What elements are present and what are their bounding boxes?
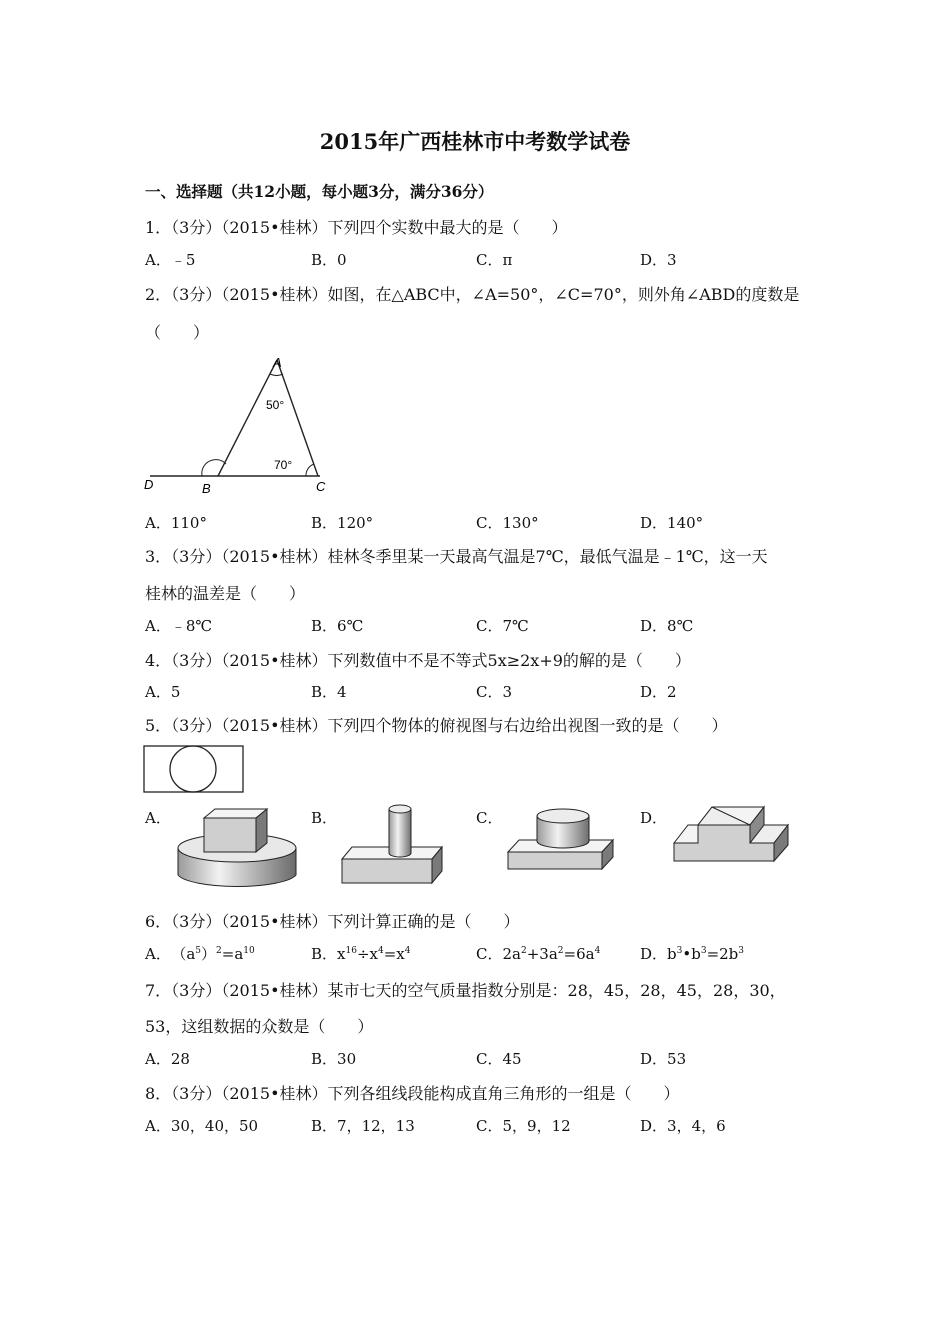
q2-option-d[interactable]: D．140° [640, 514, 704, 532]
q5-option-c[interactable]: C． [476, 809, 503, 827]
q4-option-b[interactable]: B．4 [311, 683, 347, 701]
q2-option-c[interactable]: C．130° [476, 514, 539, 532]
q3-option-b[interactable]: B．6℃ [311, 617, 364, 635]
solid-c-figure [505, 805, 617, 875]
q3-option-d[interactable]: D．8℃ [640, 617, 694, 635]
q6-a-expr: $(a^5)^2=a^{10}$ [178, 945, 255, 963]
q8-option-c[interactable]: C．5，9，12 [476, 1117, 571, 1135]
question-1-stem: 1．（3分）（2015•桂林）下列四个实数中最大的是（ ） [145, 218, 568, 237]
q5-option-a[interactable]: A． [145, 809, 171, 827]
q7-option-d[interactable]: D．53 [640, 1050, 687, 1068]
q7-option-a[interactable]: A．28 [145, 1050, 190, 1068]
q7-option-c[interactable]: C．45 [476, 1050, 522, 1068]
question-7-stem: 7．（3分）（2015•桂林）某市七天的空气质量指数分别是：28，45，28，45，28，30， [145, 981, 786, 1000]
q4-option-c[interactable]: C．3 [476, 683, 513, 701]
q7-option-b[interactable]: B．30 [311, 1050, 357, 1068]
angle-a-label: 50° [266, 398, 285, 412]
q2-option-a[interactable]: A．110° [145, 514, 207, 532]
question-4-stem: 4．（3分）（2015•桂林）下列数值中不是不等式5x≥2x+9的解的是（ ） [145, 651, 691, 670]
q1-option-d[interactable]: D．3 [640, 251, 677, 269]
q6-option-c[interactable] [476, 943, 600, 964]
angle-c-label: 70° [274, 458, 293, 472]
q3-option-c[interactable]: C．7℃ [476, 617, 529, 635]
q8-option-b[interactable]: B．7，12，13 [311, 1117, 415, 1135]
q6-option-d[interactable] [640, 943, 744, 964]
section-heading: 一、选择题（共12小题，每小题3分，满分36分） [145, 182, 494, 201]
top-view-figure [143, 745, 245, 795]
question-8-stem: 8．（3分）（2015•桂林）下列各组线段能构成直角三角形的一组是（ ） [145, 1084, 680, 1103]
q1-option-b[interactable]: B．0 [311, 251, 347, 269]
triangle-figure [140, 352, 340, 502]
label-d: D [144, 477, 154, 492]
side-ab [218, 360, 277, 476]
question-6-stem: 6．（3分）（2015•桂林）下列计算正确的是（ ） [145, 912, 520, 931]
question-3-stem-cont: 桂林的温差是（ ） [145, 584, 306, 603]
q6-option-a[interactable] [145, 943, 255, 964]
question-3-stem: 3．（3分）（2015•桂林）桂林冬季里某一天最高气温是7℃，最低气温是﹣1℃，这一天 [145, 547, 768, 566]
angle-a-arc [270, 374, 283, 375]
q6-a-letter: A． [145, 945, 171, 963]
q1-option-c[interactable]: C．π [476, 251, 513, 269]
q1-option-a[interactable]: A．﹣5 [145, 251, 196, 269]
q6-c-letter: C． [476, 945, 503, 963]
q4-option-d[interactable]: D．2 [640, 683, 677, 701]
question-5-stem: 5．（3分）（2015•桂林）下列四个物体的俯视图与右边给出视图一致的是（ ） [145, 716, 728, 735]
question-2-stem: 2．（3分）（2015•桂林）如图，在△ABC中，∠A=50°，∠C=70°，则外角∠ABD的度数是 [145, 285, 800, 304]
question-2-stem-cont: （ ） [145, 323, 210, 342]
q6-c-expr: $2a^2+3a^2=6a^4$ [502, 945, 601, 963]
q2-option-b[interactable]: B．120° [311, 514, 374, 532]
label-c: C [316, 479, 326, 494]
q4-option-a[interactable]: A．5 [145, 683, 181, 701]
solid-a-figure [170, 800, 305, 895]
q6-b-letter: B． [311, 945, 338, 963]
q6-d-letter: D． [640, 945, 668, 963]
q5-option-b[interactable]: B． [311, 809, 338, 827]
q3-option-a[interactable]: A．﹣8℃ [145, 617, 213, 635]
angle-c-arc [306, 464, 314, 476]
question-7-stem-cont: 53，这组数据的众数是（ ） [145, 1017, 374, 1036]
solid-b-figure [338, 803, 446, 888]
q8-option-d[interactable]: D．3，4，6 [640, 1117, 726, 1135]
q6-b-expr: $x^{16}\div x^4=x^4$ [337, 945, 411, 963]
q6-d-expr: $b^3•b^3=2b^3$ [667, 945, 745, 963]
solid-d-figure [670, 803, 792, 868]
label-b: B [202, 481, 211, 496]
label-a: A [273, 355, 282, 370]
q5-option-d[interactable]: D． [640, 809, 668, 827]
q8-option-a[interactable]: A．30，40，50 [145, 1117, 259, 1135]
q6-option-b[interactable] [311, 943, 410, 964]
page-title: 2015年广西桂林市中考数学试卷 [319, 129, 631, 154]
